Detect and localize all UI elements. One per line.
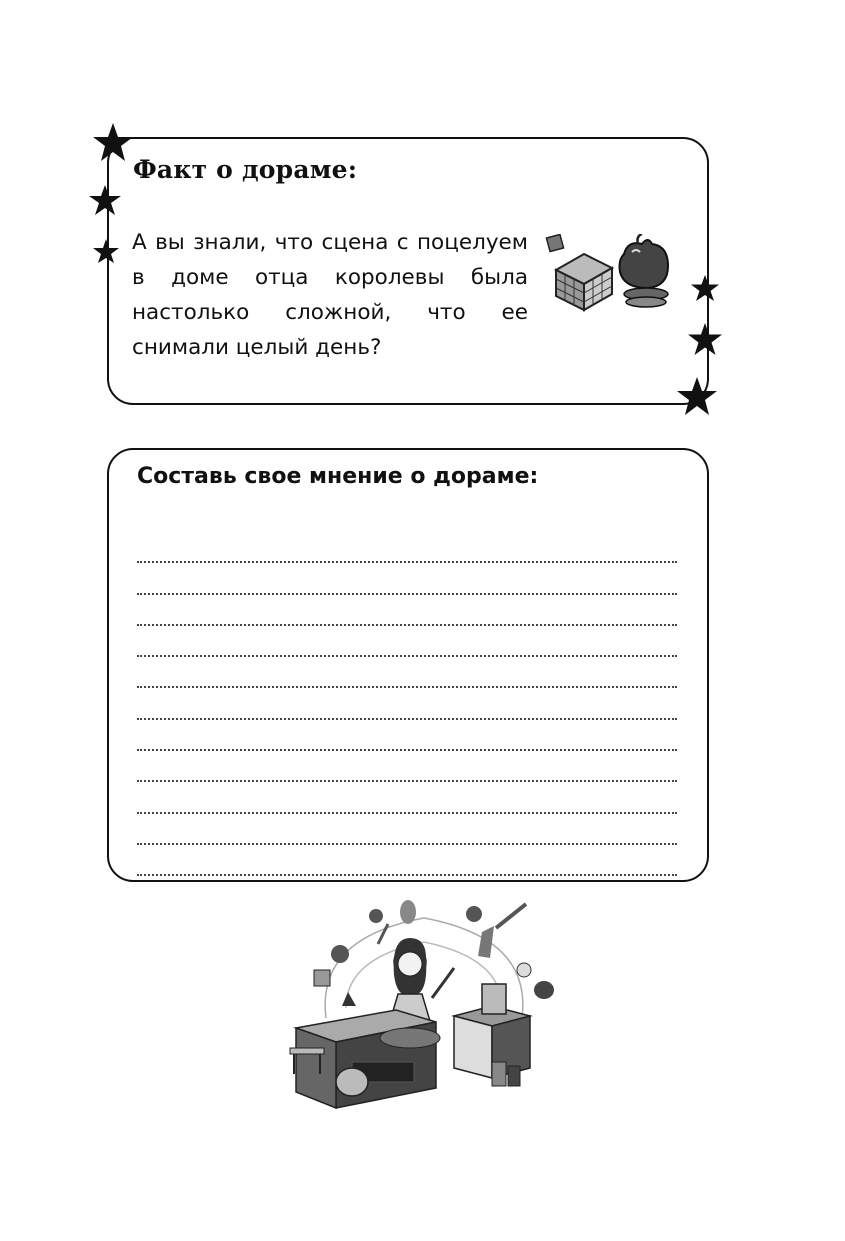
writing-line[interactable] <box>137 595 677 626</box>
writing-line[interactable] <box>137 782 677 813</box>
star-icon <box>92 238 120 266</box>
fact-text: А вы знали, что сцена с поцелуем в доме отца королевы была настолько сложной, что ее снимали целый день? <box>132 230 528 360</box>
writing-line[interactable] <box>137 626 677 657</box>
writing-line[interactable] <box>137 814 677 845</box>
opinion-box <box>107 448 709 882</box>
star-icon <box>92 122 134 164</box>
writing-lines <box>137 532 677 876</box>
rubiks-cube-illustration <box>544 234 676 314</box>
opinion-title: Составь свое мнение о дораме: <box>137 464 539 489</box>
star-icon <box>676 376 718 418</box>
star-icon <box>687 322 723 358</box>
writing-line[interactable] <box>137 751 677 782</box>
writing-line[interactable] <box>137 845 677 876</box>
star-icon <box>690 274 720 304</box>
fact-title: Факт о дораме: <box>133 155 358 184</box>
cooking-girl-illustration <box>286 898 562 1110</box>
writing-line[interactable] <box>137 563 677 594</box>
writing-line[interactable] <box>137 688 677 719</box>
writing-line[interactable] <box>137 720 677 751</box>
writing-line[interactable] <box>137 657 677 688</box>
star-icon <box>88 184 122 218</box>
writing-line[interactable] <box>137 532 677 563</box>
